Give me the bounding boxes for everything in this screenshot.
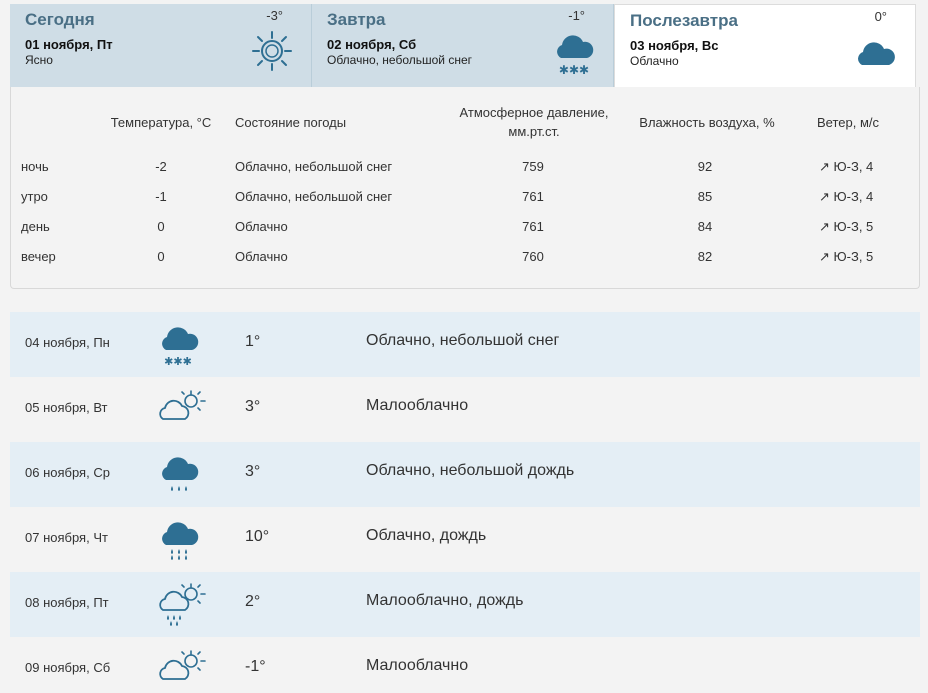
tab-title: Сегодня (25, 10, 95, 29)
tab-title: Послезавтра (630, 11, 738, 30)
tab-date: 03 ноября, Вс (630, 38, 719, 53)
forecast-temperature: 10° (245, 528, 270, 545)
period-pressure: 760 (522, 249, 544, 264)
forecast-date: 04 ноября, Пн (25, 335, 110, 350)
forecast-temperature: 2° (245, 593, 261, 610)
forecast-row[interactable] (10, 507, 920, 572)
header-pressure: Атмосферное давление, мм.рт.ст. (459, 105, 609, 139)
period-condition: Облачно, небольшой снег (235, 189, 393, 204)
tab-temperature: -3° (266, 8, 283, 23)
period-label: вечер (21, 249, 56, 264)
tab-condition: Облачно, небольшой снег (327, 53, 473, 67)
header-temperature: Температура, °С (110, 115, 212, 130)
period-temperature: -1 (155, 189, 167, 204)
cloud-snow-icon (553, 30, 595, 76)
partly-cloudy-icon (155, 385, 205, 433)
forecast-condition: Облачно, небольшой дождь (366, 462, 575, 479)
sun-icon (251, 30, 293, 72)
forecast-row[interactable] (10, 312, 920, 377)
tab-condition: Облачно (630, 54, 679, 68)
forecast-row[interactable] (10, 637, 920, 693)
forecast-temperature: 3° (245, 398, 261, 415)
wind-direction-icon: ↗ (819, 249, 834, 264)
header-wind: Ветер, м/с (816, 115, 879, 130)
forecast-row[interactable] (10, 377, 920, 442)
cloud-snow-icon (155, 320, 205, 368)
forecast-date: 09 ноября, Сб (25, 660, 111, 675)
partly-cloudy-rain-icon (155, 580, 205, 628)
wind-value: Ю-З, 5 (833, 219, 874, 234)
forecast-date: 06 ноября, Ср (25, 465, 110, 480)
forecast-condition: Облачно, небольшой снег (366, 332, 560, 349)
cloud-rain-icon (155, 450, 205, 498)
forecast-date: 07 ноября, Чт (25, 530, 108, 545)
header-condition: Состояние погоды (235, 115, 347, 130)
header-humidity: Влажность воздуха, % (639, 115, 775, 130)
forecast-temperature: 3° (245, 463, 261, 480)
period-condition: Облачно (235, 219, 288, 234)
period-condition: Облачно, небольшой снег (235, 159, 393, 174)
tab-date: 01 ноября, Пт (25, 37, 113, 52)
tab-temperature: 0° (874, 9, 887, 24)
tab-date: 02 ноября, Сб (327, 37, 417, 52)
period-wind (819, 189, 873, 205)
wind-direction-icon: ↗ (819, 159, 834, 174)
forecast-condition: Малооблачно (366, 397, 469, 414)
tab-today[interactable] (10, 4, 312, 88)
period-wind (819, 249, 873, 265)
tab-condition: Ясно (25, 53, 53, 67)
period-humidity: 92 (697, 159, 713, 174)
period-label: утро (21, 189, 48, 204)
forecast-temperature: 1° (245, 333, 261, 350)
period-wind (819, 159, 873, 175)
period-label: день (21, 219, 50, 234)
period-temperature: -2 (155, 159, 167, 174)
forecast-row[interactable] (10, 442, 920, 507)
forecast-condition: Малооблачно, дождь (366, 592, 524, 609)
period-wind (819, 219, 873, 235)
day-tabs (10, 4, 916, 88)
wind-value: Ю-З, 4 (833, 159, 874, 174)
forecast-condition: Облачно, дождь (366, 527, 487, 544)
period-humidity: 85 (697, 189, 713, 204)
forecast-condition: Малооблачно (366, 657, 469, 674)
wind-value: Ю-З, 4 (833, 189, 874, 204)
wind-direction-icon: ↗ (819, 189, 834, 204)
svg-text:✱✱✱: ✱✱✱ (164, 355, 192, 368)
tab-title: Завтра (327, 10, 386, 29)
period-humidity: 82 (697, 249, 713, 264)
svg-text:✱✱✱: ✱✱✱ (558, 63, 590, 76)
wind-value: Ю-З, 5 (833, 249, 874, 264)
forecast-date: 08 ноября, Пт (25, 595, 109, 610)
cloud-rain-icon (155, 515, 205, 563)
period-pressure: 761 (522, 219, 544, 234)
wind-direction-icon: ↗ (819, 219, 834, 234)
period-temperature: 0 (157, 249, 165, 264)
cloud-icon (855, 31, 897, 73)
forecast-list (10, 312, 920, 693)
period-humidity: 84 (697, 219, 713, 234)
tab-day-after-tomorrow[interactable] (614, 4, 916, 88)
day-detail-table (10, 87, 920, 289)
forecast-temperature: -1° (245, 658, 266, 675)
period-temperature: 0 (157, 219, 165, 234)
partly-cloudy-icon (155, 645, 205, 693)
period-pressure: 759 (522, 159, 544, 174)
tab-temperature: -1° (568, 8, 585, 23)
period-label: ночь (21, 159, 49, 174)
period-pressure: 761 (522, 189, 544, 204)
tab-tomorrow[interactable] (312, 4, 614, 88)
forecast-row[interactable] (10, 572, 920, 637)
period-condition: Облачно (235, 249, 288, 264)
forecast-date: 05 ноября, Вт (25, 400, 108, 415)
